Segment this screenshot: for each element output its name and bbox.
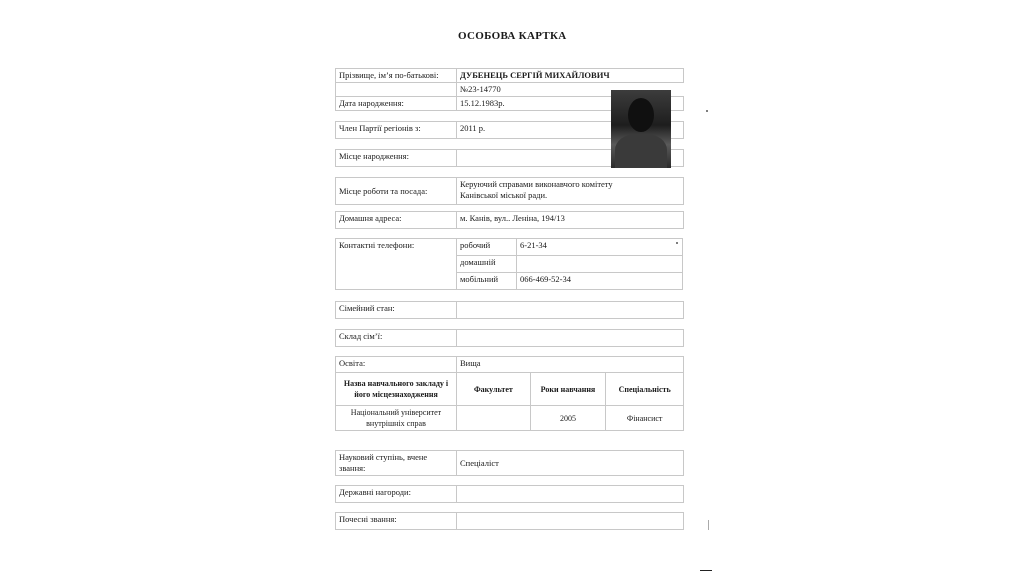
- edu-header-faculty: Факультет: [457, 373, 531, 406]
- phone-type-home: домашній: [457, 256, 517, 273]
- family-status-value: [457, 302, 684, 319]
- work-line-1: Керуючий справами виконавчого комітету: [460, 179, 613, 189]
- work-value: [457, 178, 684, 205]
- education-value: Вища: [457, 357, 684, 373]
- edu-specialty: Фінансист: [606, 406, 684, 431]
- edu-institution: Національний університет внутрішніх справ: [336, 406, 457, 431]
- phone-number-home: [517, 256, 683, 273]
- page-title: ОСОБОВА КАРТКА: [458, 30, 567, 42]
- awards-table: [335, 485, 684, 503]
- work-line-2: Канівської міської ради.: [460, 190, 548, 200]
- education-label: Освіта:: [336, 357, 457, 373]
- party-value: 2011 р.: [457, 122, 684, 139]
- birthplace-label: Місце народження:: [336, 150, 457, 167]
- address-label: Домашня адреса:: [336, 212, 457, 229]
- card-number: №23-14770: [460, 84, 501, 94]
- edu-header-years: Роки навчання: [530, 373, 606, 406]
- edu-header-specialty: Спеціальність: [606, 373, 684, 406]
- phone-number-work: 6-21-34: [517, 239, 683, 256]
- stray-mark: [676, 242, 678, 244]
- family-label: Склад сім’ї:: [336, 330, 457, 347]
- full-name-label: Прізвище, ім’я по-батькові:: [336, 69, 457, 83]
- phones-table: [335, 238, 683, 290]
- phones-label: Контактні телефони:: [336, 239, 457, 290]
- honors-table: [335, 512, 684, 530]
- birth-date-value: 15.12.1983р.: [457, 97, 684, 111]
- honors-value: [457, 513, 684, 530]
- family-status-table: [335, 301, 684, 319]
- stray-mark: [708, 520, 709, 530]
- work-label: Місце роботи та посада:: [336, 178, 457, 205]
- birth-date-label: Дата народження:: [336, 97, 457, 111]
- party-label: Член Партії регіонів з:: [336, 122, 457, 139]
- address-table: [335, 211, 684, 229]
- stray-mark: [700, 570, 712, 571]
- degree-label: Науковий ступінь, вчене звання:: [336, 451, 457, 476]
- portrait-photo: [611, 90, 671, 168]
- full-name-value: ДУБЕНЕЦЬ СЕРГІЙ МИХАЙЛОВИЧ: [457, 69, 684, 83]
- family-table: [335, 329, 684, 347]
- phone-number-mobile: 066-469-52-34: [517, 273, 683, 290]
- awards-label: Державні нагороди:: [336, 486, 457, 503]
- address-value: м. Канів, вул.. Леніна, 194/13: [457, 212, 684, 229]
- edu-years: 2005: [530, 406, 606, 431]
- family-status-label: Сімейний стан:: [336, 302, 457, 319]
- work-table: [335, 177, 684, 205]
- awards-value: [457, 486, 684, 503]
- phone-type-mobile: мобільний: [457, 273, 517, 290]
- edu-header-institution: Назва навчального закладу і його місцезнаходження: [336, 373, 457, 406]
- degree-table: [335, 450, 684, 476]
- stray-mark: [706, 110, 708, 112]
- phone-type-work: робочий: [457, 239, 517, 256]
- education-table: [335, 356, 684, 431]
- honors-label: Почесні звання:: [336, 513, 457, 530]
- family-value: [457, 330, 684, 347]
- edu-faculty: [457, 406, 531, 431]
- degree-value: Спеціаліст: [457, 451, 684, 476]
